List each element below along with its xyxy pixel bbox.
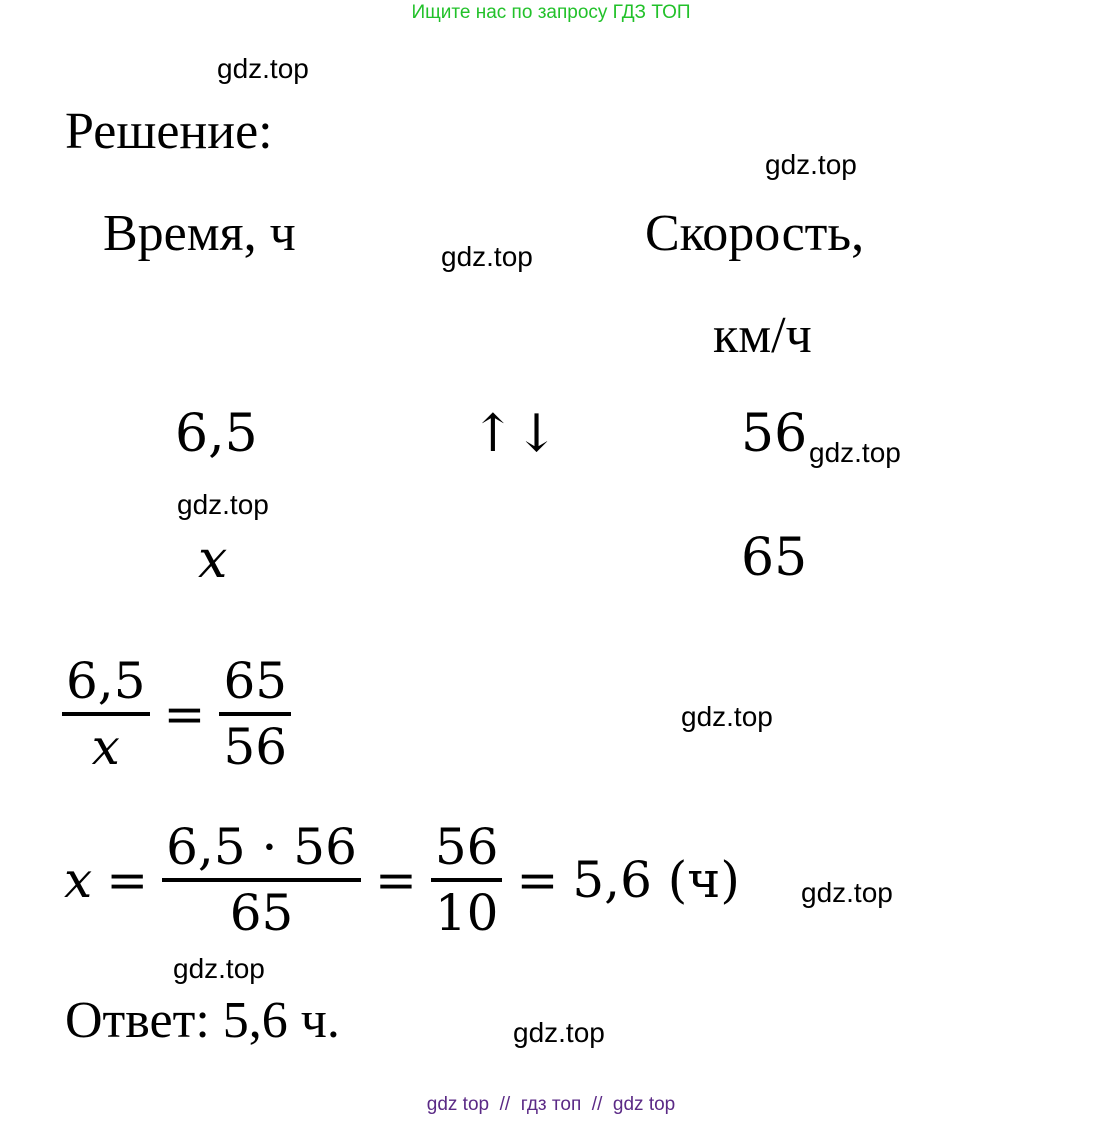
- watermark: gdz.top: [513, 1017, 605, 1048]
- answer-line: Ответ: 5,6 ч.: [65, 992, 340, 1049]
- left-denominator: x: [91, 718, 120, 776]
- fraction-1-denominator: 65: [229, 884, 294, 942]
- solution-heading: Решение:: [65, 103, 273, 160]
- right-numerator: 65: [223, 652, 288, 710]
- watermark: gdz.top: [177, 489, 269, 520]
- equals-sign: =: [163, 685, 206, 743]
- watermark: gdz.top: [217, 53, 309, 84]
- row1-speed: 56: [741, 404, 808, 464]
- watermark: gdz.top: [809, 437, 901, 468]
- equals-sign: =: [106, 851, 149, 909]
- fraction-bar: [62, 712, 150, 716]
- solution-fraction-1: [162, 818, 361, 942]
- watermark: gdz.top: [801, 877, 893, 908]
- watermark: gdz.top: [173, 953, 265, 984]
- speed-column-unit: км/ч: [713, 307, 812, 364]
- row2-speed: 65: [741, 528, 808, 588]
- watermark: gdz.top: [765, 149, 857, 180]
- fraction-bar: [431, 878, 503, 882]
- footer-links: gdz top // гдз топ // gdz top: [426, 1094, 676, 1115]
- fraction-bar: [219, 712, 291, 716]
- watermark: gdz.top: [441, 241, 533, 272]
- fraction-1-numerator: 6,5 · 56: [166, 818, 357, 876]
- row2-time: x: [198, 530, 228, 590]
- left-numerator: 6,5: [66, 652, 146, 710]
- watermark: gdz.top: [681, 701, 773, 732]
- time-column-label: Время, ч: [103, 205, 296, 262]
- fraction-2-denominator: 10: [434, 884, 499, 942]
- solution-result: 5,6 (ч): [572, 851, 740, 909]
- fraction-bar: [162, 878, 361, 882]
- top-banner: Ищите нас по запросу ГДЗ ТОП: [411, 2, 691, 23]
- right-denominator: 56: [223, 718, 288, 776]
- left-fraction: [62, 652, 150, 776]
- inverse-proportion-arrows: ↑↓: [471, 404, 559, 464]
- right-fraction: [219, 652, 291, 776]
- speed-column-label: Скорость,: [645, 205, 865, 262]
- proportion-equation: [62, 652, 291, 776]
- solution-variable: x: [64, 851, 93, 909]
- row1-time: 6,5: [175, 404, 258, 464]
- solution-fraction-2: [431, 818, 503, 942]
- equals-sign: =: [374, 851, 417, 909]
- fraction-2-numerator: 56: [434, 818, 499, 876]
- equals-sign: =: [516, 851, 559, 909]
- solution-equation: [64, 818, 740, 942]
